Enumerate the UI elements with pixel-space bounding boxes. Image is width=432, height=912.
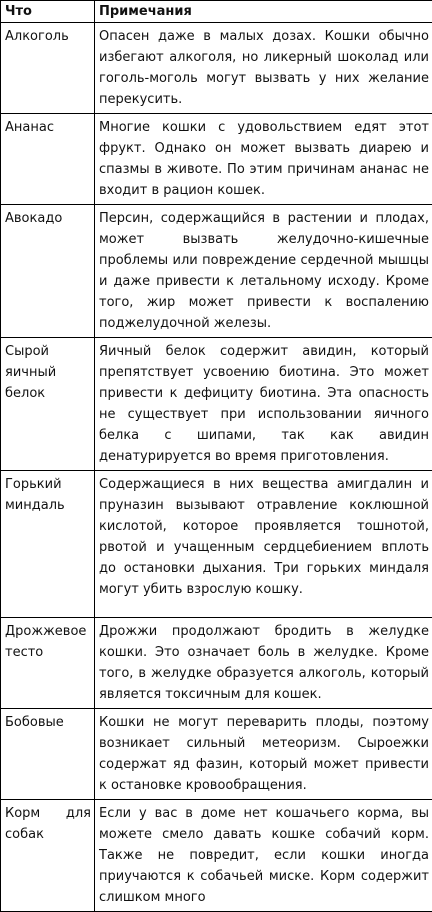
row-item-name: Бобовые [1, 709, 95, 800]
table-row [1, 618, 432, 709]
row-item-name: Дрожжевое тесто [1, 618, 95, 709]
table-row [1, 205, 432, 338]
row-item-note: Содержащиеся в них вещества амигдалин и пруназин вызывают отравление коклюшной кислотой, которое проявляется тошнотой, рвотой и учащенным сердцебиением вплоть до остановки дыхания. Три горьких миндаля могут убить взрослую кошку. [95, 471, 432, 618]
row-item-name: Ананас [1, 114, 95, 205]
row-item-note: Персин, содержащийся в растении и плодах, может вызвать желудочно-кишечные проблемы или повреждение сердечной мышцы и даже привести к летальному исходу. Кроме того, жир может привести к воспалению поджелудочной железы. [95, 205, 432, 338]
row-item-name: Авокадо [1, 205, 95, 338]
row-item-note: Яичный белок содержит авидин, который препятствует усвоению биотина. Это может привести к дефициту биотина. Эта опасность не существует при использовании яичного белка с шипами, так как авидин денатурируется во время приготовления. [95, 338, 432, 471]
table-header-row [1, 1, 432, 23]
table-row [1, 338, 432, 471]
table-row [1, 800, 432, 912]
header-what: Что [1, 1, 95, 23]
header-notes: Примечания [95, 1, 432, 23]
table-row [1, 709, 432, 800]
table-row [1, 471, 432, 618]
row-item-note: Дрожжи продолжают бродить в желудке кошки. Это означает боль в желудке. Кроме того, в желудке образуется алкоголь, который является токсичным для кошек. [95, 618, 432, 709]
row-item-note: Многие кошки с удовольствием едят этот фрукт. Однако он может вызвать диарею и спазмы в животе. По этим причинам ананас не входит в рацион кошек. [95, 114, 432, 205]
row-item-note: Опасен даже в малых дозах. Кошки обычно избегают алкоголя, но ликерный шоколад или гоголь-моголь могут вызвать у них желание перекусить. [95, 23, 432, 114]
row-item-name: Сырой яичный белок [1, 338, 95, 471]
table-row [1, 23, 432, 114]
row-item-name: Горький миндаль [1, 471, 95, 618]
row-item-note: Если у вас в доме нет кошачьего корма, вы можете смело давать кошке собачий корм. Также не повредит, если кошки иногда приучаются к собачьей миске. Корм содержит слишком много [95, 800, 432, 912]
table-row [1, 114, 432, 205]
row-item-name: Алкоголь [1, 23, 95, 114]
row-item-note: Кошки не могут переварить плоды, поэтому возникает сильный метеоризм. Сыроежки содержат яд фазин, который может привести к остановке кровообращения. [95, 709, 432, 800]
row-item-name: Корм для собак [1, 800, 95, 912]
